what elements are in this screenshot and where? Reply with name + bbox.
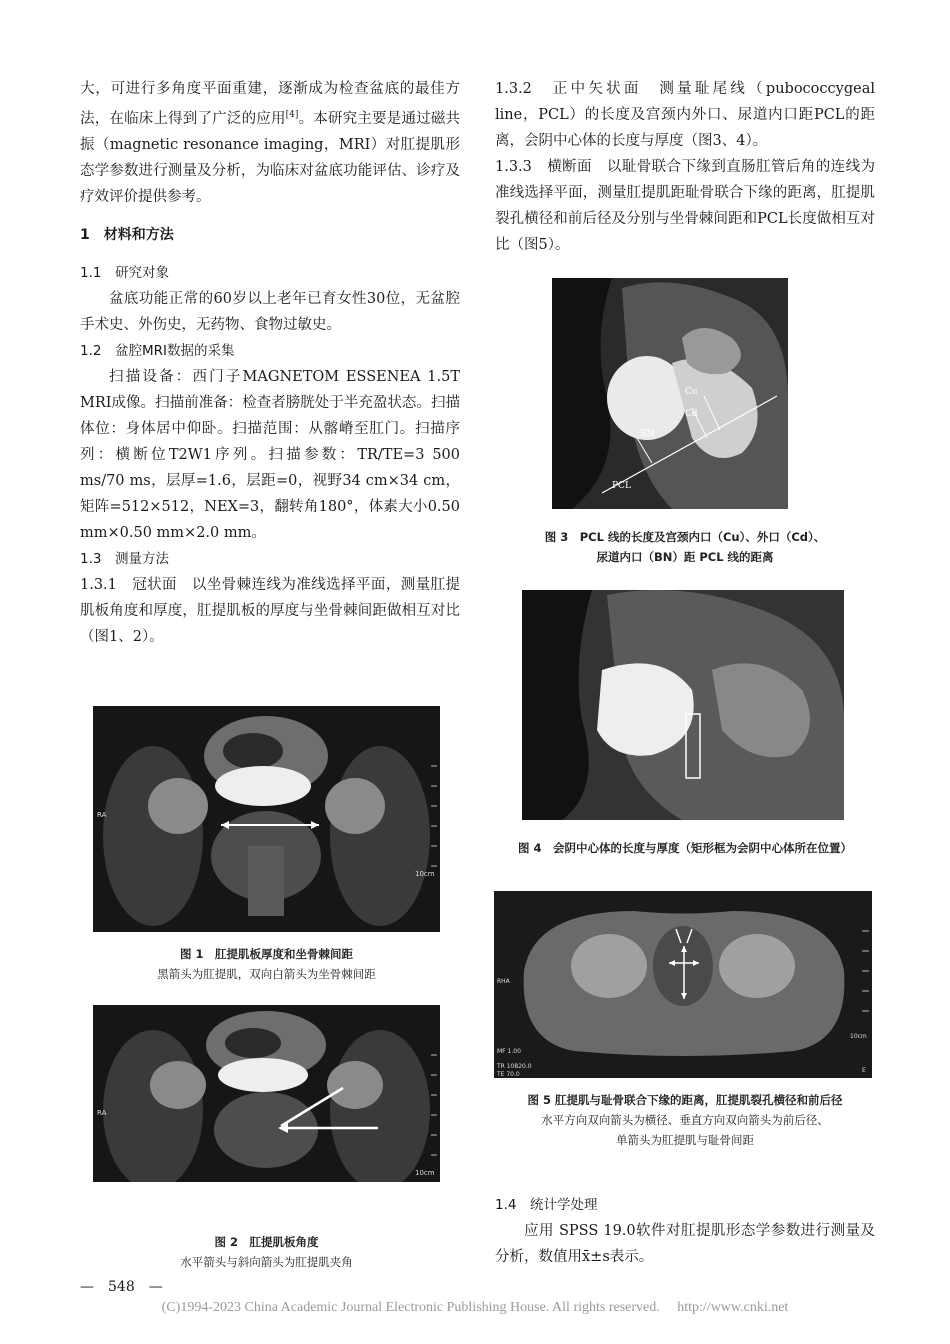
citation-ref[interactable]: [4]: [285, 110, 299, 120]
fig5-side-label: RHA: [497, 978, 510, 985]
paragraph-1-4: 应用 SPSS 19.0软件对肛提肌形态学参数进行测量及分析，数值用x̄±s表示。: [495, 1223, 875, 1265]
figure-1-image: [93, 706, 440, 932]
section-heading-1: 1 材料和方法: [80, 226, 174, 243]
fig5-tr-label: TR 10820.0: [497, 1063, 532, 1070]
fig2-side-label: RA: [97, 1109, 107, 1117]
figure-5-note-1: 水平方向双向箭头为横径、垂直方向双向箭头为前后径、: [541, 1113, 829, 1127]
fig5-e-label: E: [862, 1067, 866, 1074]
figure-4-caption: [480, 838, 890, 858]
figure-5-image: [494, 891, 872, 1078]
figure-2-title: 图 2 肛提肌板角度: [214, 1235, 319, 1249]
figure-1-caption: [93, 944, 440, 984]
figure-3-title-cont: 尿道内口（BN）距 PCL 线的距离: [596, 550, 774, 564]
figure-2-caption: [93, 1232, 440, 1272]
fig3-cd-label: Cd: [685, 409, 698, 419]
fig2-scale-label: 10cm: [415, 1169, 435, 1177]
figure-2-note: 水平箭头与斜向箭头为肛提肌夹角: [180, 1255, 353, 1269]
figure-5-note-2: 单箭头为肛提肌与耻骨间距: [616, 1133, 754, 1147]
subsection-heading-1-1: 1.1 研究对象: [80, 264, 169, 281]
figure-4-image: [522, 590, 844, 820]
paragraph-1-2: 扫描设备：西门子MAGNETOM ESSENEA 1.5T MRI成像。扫描前准备：检查者膀胱处于半充盈状态。扫描体位：身体居中仰卧。扫描范围：从髂嵴至肛门。扫描序列：横断位T2W1序列。扫描参数：TR/TE=3 500 ms/70 ms，层厚=1.6，层距=0，视野34 cm×34 cm，矩阵=512×512，NEX=3，翻转角180°，体素大小0.50 mm×0.50 mm×2.0 mm。: [80, 368, 460, 541]
right-column-top: [495, 76, 875, 258]
fig5-scale-label: 10cm: [850, 1033, 867, 1040]
figure-3-caption: [495, 527, 875, 567]
figure-5-title: 图 5 肛提肌与耻骨联合下缘的距离，肛提肌裂孔横径和前后径: [527, 1093, 843, 1107]
fig3-cu-label: Cu: [685, 387, 698, 397]
figure-1-note: 黑箭头为肛提肌，双向白箭头为坐骨棘间距: [157, 967, 376, 981]
paragraph-1-3-2: 1.3.2 正中矢状面 测量耻尾线（pubococcygeal line，PCL）的长度及宫颈内外口、尿道内口距PCL的距离，会阴中心体的长度与厚度（图3、4）。: [495, 81, 875, 149]
page-number: — 548 —: [80, 1279, 163, 1295]
figure-5-caption: [480, 1090, 890, 1150]
fig5-te-label: TE 70.0: [497, 1071, 520, 1078]
fig5-mf-label: MF 1.00: [497, 1048, 521, 1055]
left-column: [80, 76, 460, 650]
intro-paragraph: 大，可进行多角度平面重建，逐渐成为检查盆底的最佳方法，在临床上得到了广泛的应用[4]。本研究主要是通过磁共振（magnetic resonance imaging，MRI）对肛提肌形态学参数进行测量及分析，为临床对盆底功能评估、诊疗及疗效评价提供参考。: [80, 81, 461, 205]
figure-3-image: [552, 278, 788, 509]
subsection-heading-1-2: 1.2 盆腔MRI数据的采集: [80, 342, 235, 359]
subsection-heading-1-3: 1.3 测量方法: [80, 550, 169, 567]
fig3-bn-label: BN: [640, 429, 655, 439]
fig1-side-label: RA: [97, 811, 107, 819]
fig3-pcl-label: PCL: [612, 481, 631, 491]
figure-2-image: [93, 1005, 440, 1182]
paragraph-1-3-3: 1.3.3 横断面 以耻骨联合下缘到直肠肛管后角的连线为准线选择平面，测量肛提肌距耻骨联合下缘的距离，肛提肌裂孔横径和前后径及分别与坐骨棘间距和PCL长度做相互对比（图5）。: [495, 159, 875, 253]
figure-1-title: 图 1 肛提肌板厚度和坐骨棘间距: [179, 947, 353, 961]
figure-3-title: 图 3 PCL 线的长度及宫颈内口（Cu）、外口（Cd）、: [544, 530, 826, 544]
right-column-bottom: [495, 1192, 875, 1270]
subsection-heading-1-4: 1.4 统计学处理: [495, 1197, 598, 1213]
fig1-scale-label: 10cm: [415, 870, 435, 878]
copyright-line: (C)1994-2023 China Academic Journal Electronic Publishing House. All rights reserved. http://www.cnki.net: [161, 1300, 789, 1315]
paragraph-1-3-1: 1.3.1 冠状面 以坐骨棘连线为准线选择平面，测量肛提肌板角度和厚度，肛提肌板的厚度与坐骨棘间距做相互对比（图1、2）。: [80, 576, 460, 645]
paragraph-1-1: 盆底功能正常的60岁以上老年已育女性30位，无盆腔手术史、外伤史，无药物、食物过敏史。: [80, 290, 460, 333]
figure-4-title: 图 4 会阴中心体的长度与厚度（矩形框为会阴中心体所在位置）: [517, 841, 852, 855]
